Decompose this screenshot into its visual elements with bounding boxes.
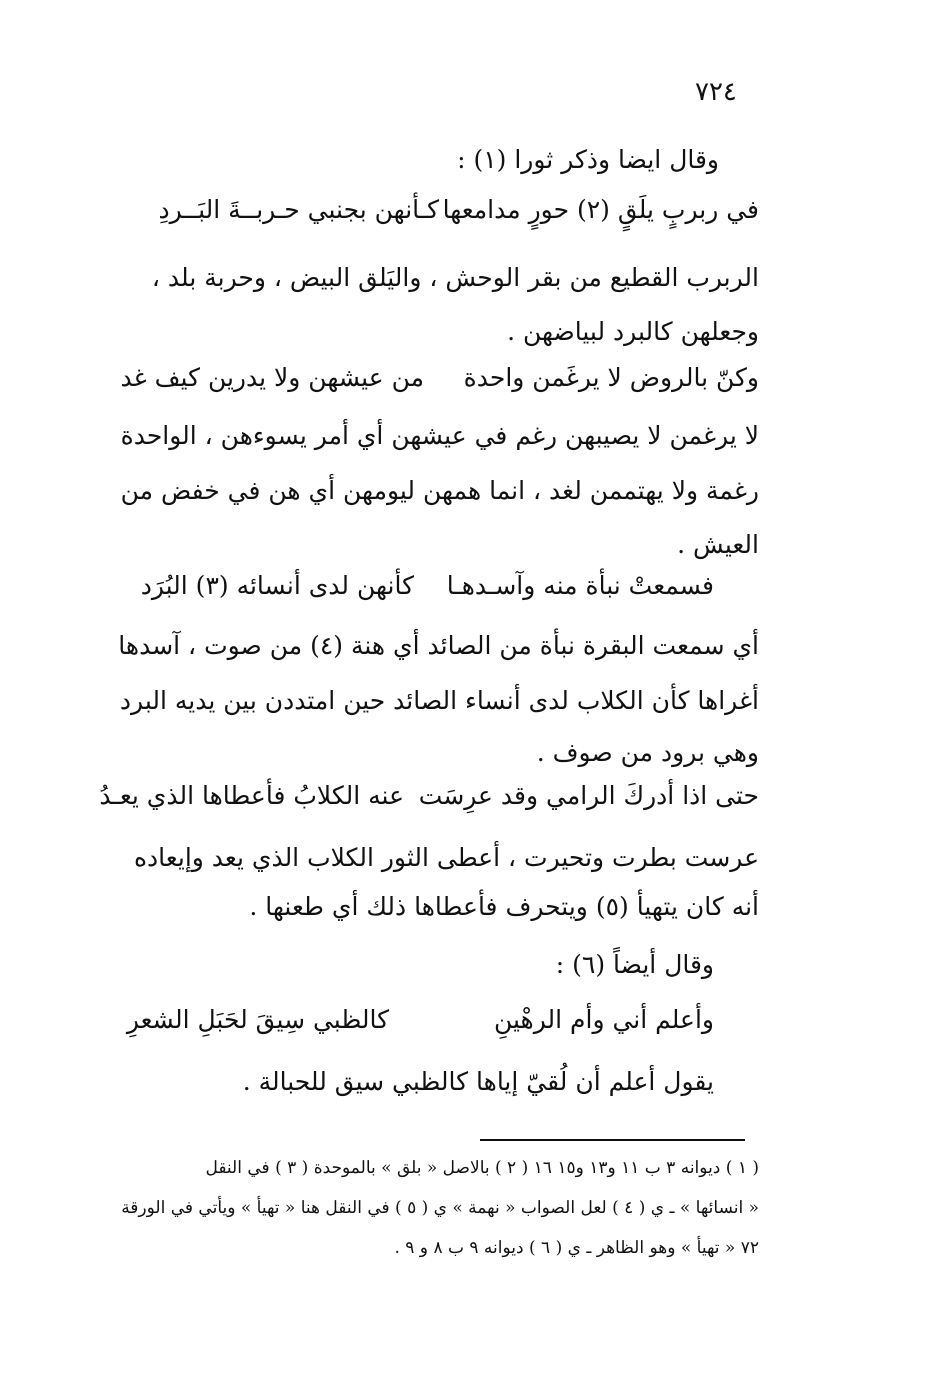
page-number: ٧٢٤ — [695, 77, 737, 107]
verse-4-first-hemistich: حتى اذا أدركَ الرامي وقد عرِسَت — [418, 781, 759, 810]
verse-3-first-hemistich: فسمعتْ نبأة منه وآسـدهـا — [446, 571, 714, 600]
footnote-line: ( ١ ) ديوانه ٣ ب ١١ و١٣ و١٥ ١٦ ( ٢ ) بالاصل « بلق » بالموحدة ( ٣ ) في النقل — [205, 1158, 759, 1178]
commentary-line: أنه كان يتهيأ (٥) ويتحرف فأعطاها ذلك أي طعنها . — [249, 892, 759, 921]
verse-2-first-hemistich: وكنّ بالروض لا يرغَمن واحدة — [463, 363, 759, 392]
verse-5-second-hemistich: كالظبي سِيقَ لحَبَلِ الشعرِ — [126, 1005, 389, 1034]
verse-4-second-hemistich: عنه الكلابُ فأعطاها الذي يعـدُ — [99, 781, 404, 810]
commentary-line: يقول أعلم أن لُقيّ إياها كالظبي سيق للحبالة . — [242, 1067, 714, 1096]
verse-1-first-hemistich: في ربربٍ يلَقٍ (٢) حورٍ مدامعها — [442, 195, 759, 224]
commentary-line: العيش . — [677, 530, 759, 559]
footnote-line: « انسائها » ـ ي ( ٤ ) لعل الصواب « نهمة » ي ( ٥ ) في النقل هنا « تهيأ » ويأتي في الورقة — [121, 1198, 759, 1218]
commentary-line: لا يرغمن لا يصيبهن رغم في عيشهن أي أمر يسوءهن ، الواحدة — [120, 421, 759, 450]
commentary-line: أي سمعت البقرة نبأة من الصائد أي هنة (٤) من صوت ، آسدها — [118, 631, 759, 660]
verse-2-second-hemistich: من عيشهن ولا يدرين كيف غد — [120, 363, 424, 392]
commentary-line: عرست بطرت وتحيرت ، أعطى الثور الكلاب الذي يعد وإيعاده — [133, 843, 759, 872]
commentary-line: وهي برود من صوف . — [536, 738, 759, 767]
verse-3-second-hemistich: كأنهن لدى أنسائه (٣) البُرَد — [140, 571, 414, 600]
intro-line-1: وقال ايضا وذكر ثورا (١) : — [457, 145, 719, 174]
footnote-separator — [480, 1139, 745, 1141]
intro-line-2: وقال أيضاً (٦) : — [555, 950, 714, 979]
footnote-line: ٧٢ « تهيأ » وهو الظاهر ـ ي ( ٦ ) ديوانه ٩ ب ٨ و ٩ . — [394, 1238, 759, 1258]
verse-5-first-hemistich: وأعلم أني وأم الرهْينِ — [493, 1005, 714, 1034]
commentary-line: وجعلهن كالبرد لبياضهن . — [507, 317, 759, 346]
commentary-line: الربرب القطيع من بقر الوحش ، واليَلق البيض ، وحربة بلد ، — [151, 263, 759, 292]
commentary-line: أغراها كأن الكلاب لدى أنساء الصائد حين امتددن بين يديه البرد — [119, 686, 759, 715]
verse-1-second-hemistich: كـأنهن بجنبي حـربــةَ البَــردِ — [158, 195, 439, 224]
commentary-line: رغمة ولا يهتممن لغد ، انما همهن ليومهن أي هن في خفض من — [120, 476, 759, 505]
